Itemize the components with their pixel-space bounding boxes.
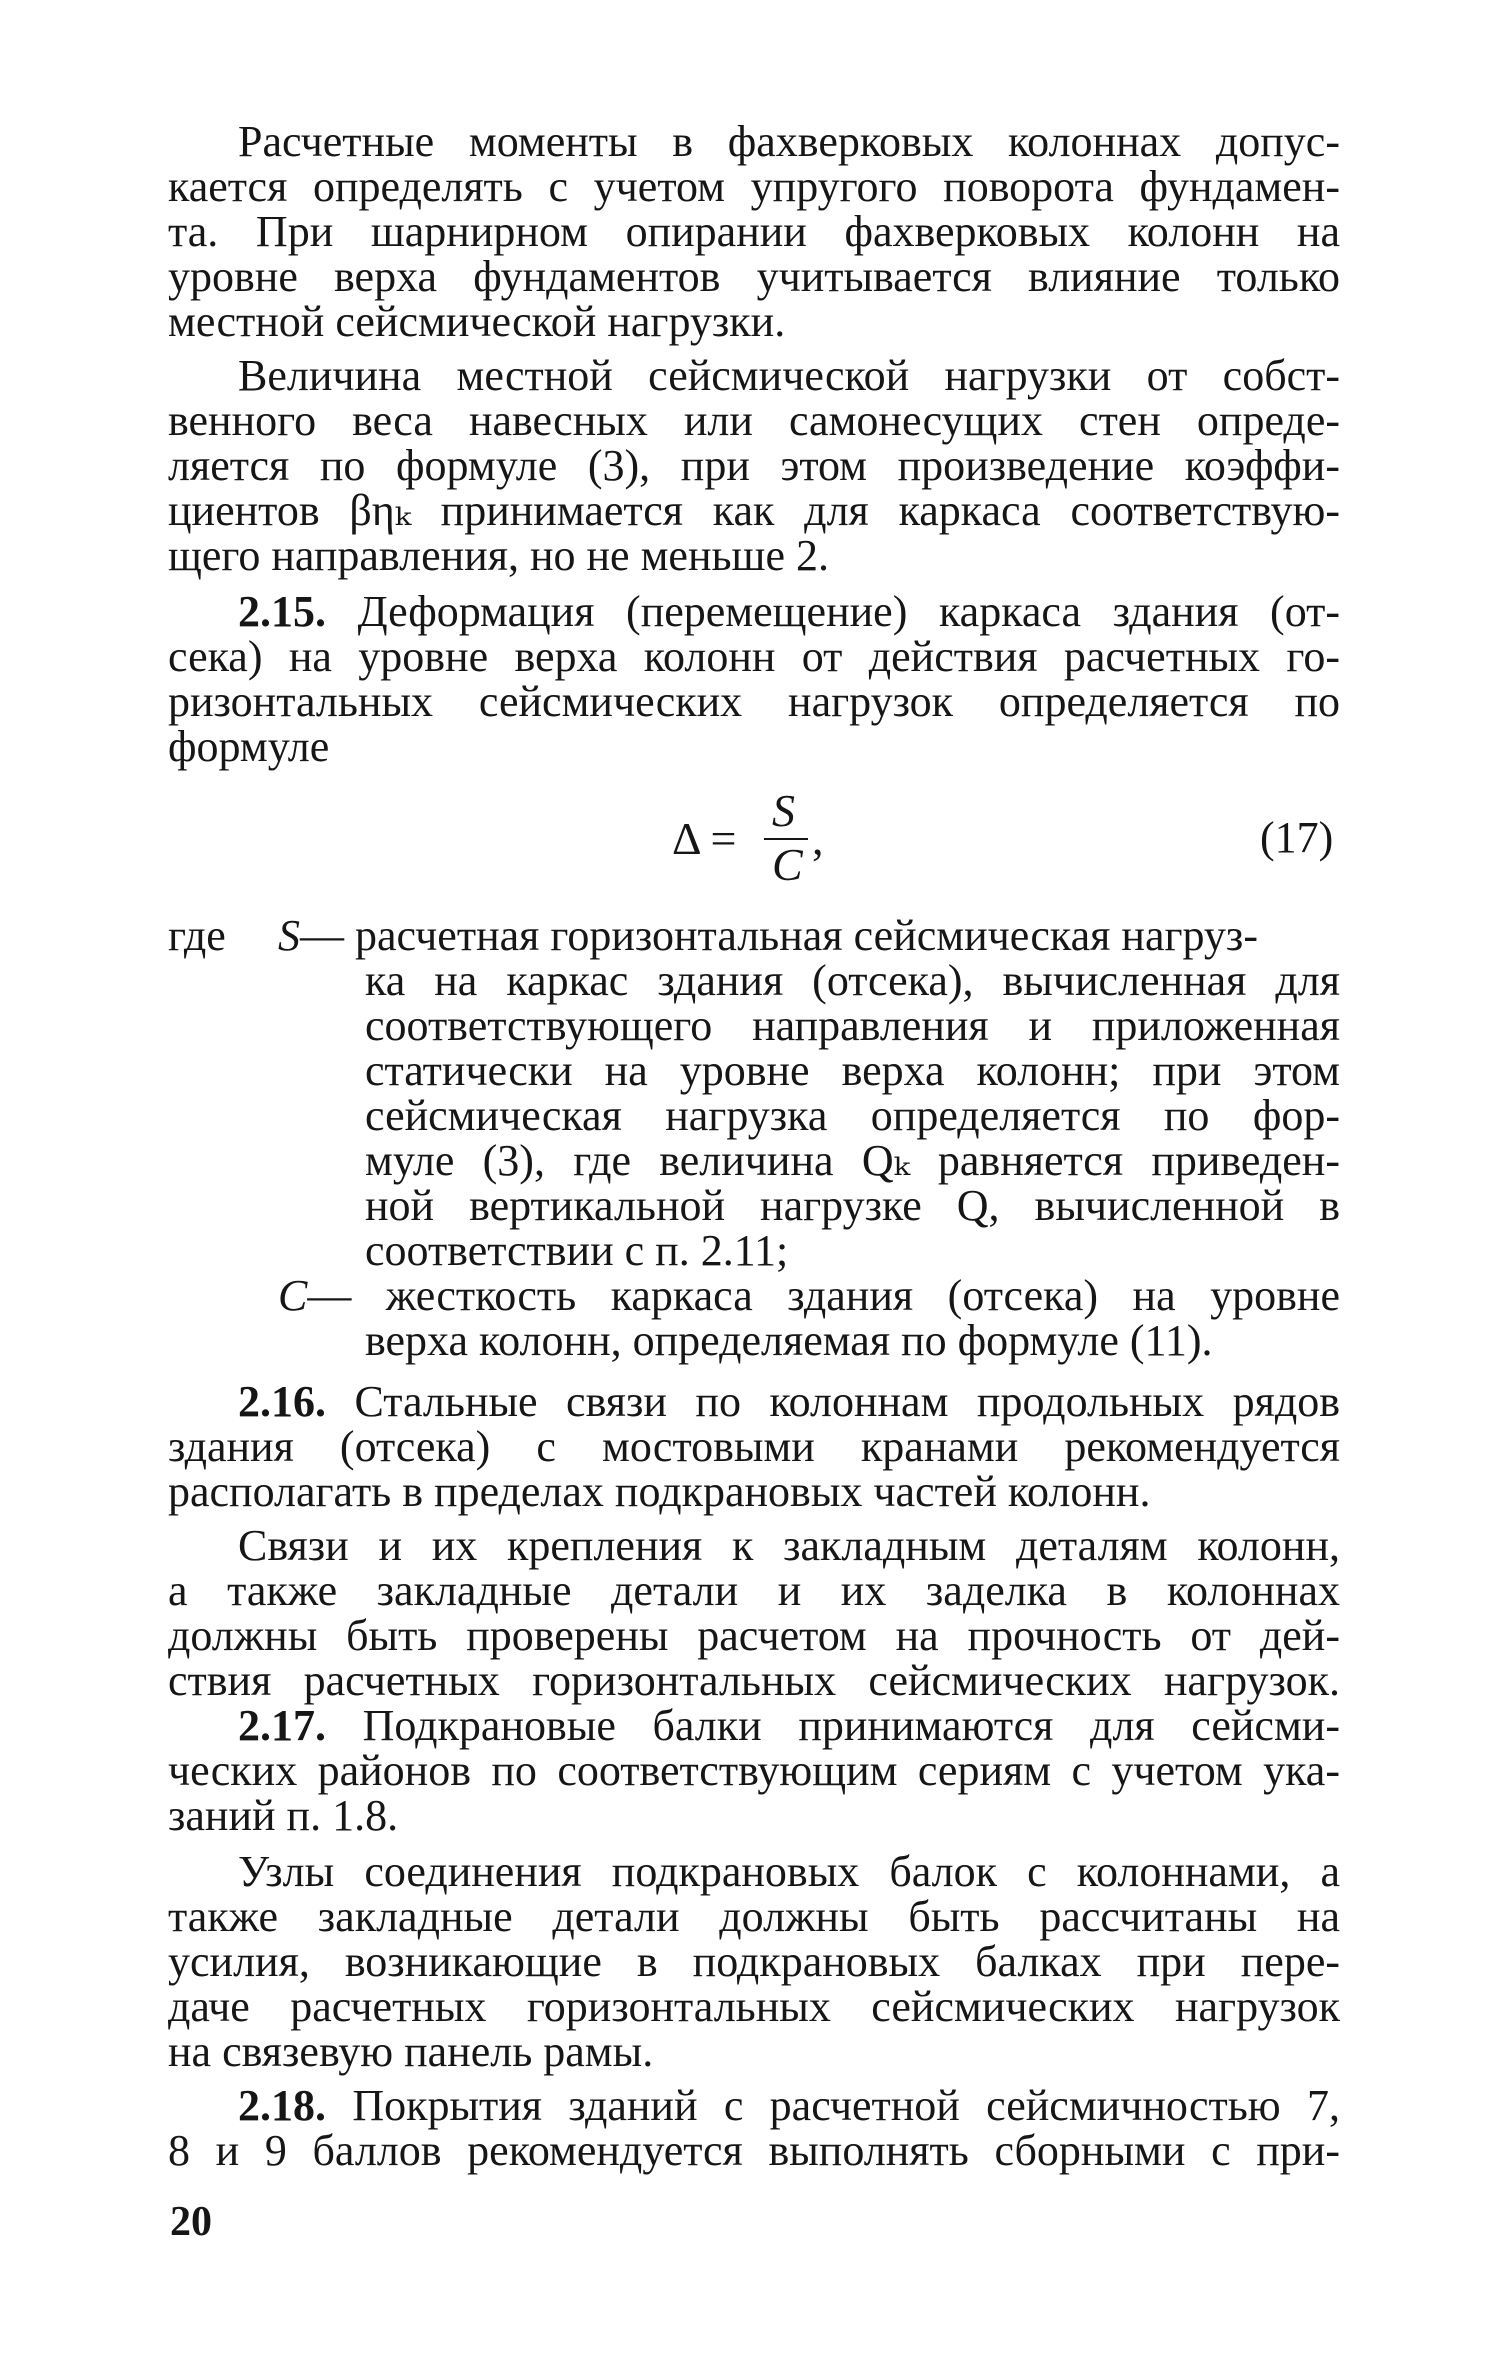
text-line: соответствии с п. 2.11;	[365, 1226, 789, 1275]
text-line: венного веса навесных или самонесущих стен опреде-	[168, 396, 1340, 445]
text-line: 8 и 9 баллов рекомендуется выполнять сборными с при-	[168, 2126, 1340, 2175]
text-line: также закладные детали должны быть рассчитаны на	[168, 1892, 1340, 1941]
formula-17	[672, 784, 852, 894]
text-line: а также закладные детали и их заделка в колоннах	[168, 1566, 1340, 1615]
text-line: местной сейсмической нагрузки.	[168, 297, 786, 346]
section-number: 2.15.	[238, 587, 326, 636]
section-2-15-first-line	[238, 588, 1340, 636]
text-line: сека) на уровне верха колонн от действия расчетных го-	[168, 632, 1340, 681]
text-line: заний п. 1.8.	[168, 1791, 399, 1840]
text-line: формуле	[168, 722, 330, 771]
formula-comma: ,	[812, 813, 824, 864]
text-span: Стальные связи по колоннам продольных рядов	[326, 1377, 1340, 1426]
text-line: Связи и их крепления к закладным деталям колонн,	[238, 1521, 1340, 1570]
symbol-c: C	[278, 1271, 308, 1320]
text-line: сейсмическая нагрузка определяется по фор-	[365, 1091, 1340, 1140]
text-line: соответствующего направления и приложенная	[365, 1001, 1340, 1050]
where-word: где	[168, 911, 226, 960]
definition-s-first-line	[168, 912, 1340, 960]
text-line: ляется по формуле (3), при этом произведение коэффи-	[168, 441, 1340, 490]
symbol-s: S	[278, 911, 300, 960]
text-line: ризонтальных сейсмических нагрузок определяется по	[168, 677, 1340, 726]
text-span: Покрытия зданий с расчетной сейсмичностью 7,	[326, 2081, 1340, 2130]
text-line: на связевую панель рамы.	[168, 2027, 654, 2076]
text-line: Узлы соединения подкрановых балок с колоннами, а	[238, 1847, 1340, 1896]
section-number: 2.16.	[238, 1377, 326, 1426]
text-line: здания (отсека) с мостовыми кранами рекомендуется	[168, 1422, 1340, 1471]
text-line: кается определять с учетом упругого поворота фундамен-	[168, 162, 1340, 211]
text-span: — жесткость каркаса здания (отсека) на уровне	[307, 1271, 1340, 1320]
text-line: даче расчетных горизонтальных сейсмических нагрузок	[168, 1982, 1340, 2031]
text-line: располагать в пределах подкрановых частей колонн.	[168, 1467, 1151, 1516]
text-line: статически на уровне верха колонн; при этом	[365, 1046, 1340, 1095]
text-line: ствия расчетных горизонтальных сейсмических нагрузок.	[168, 1656, 1340, 1705]
section-2-16-first-line	[238, 1378, 1340, 1426]
text-line: Величина местной сейсмической нагрузки от собст-	[238, 351, 1340, 400]
section-2-18-first-line	[238, 2082, 1340, 2130]
text-span: — расчетная горизонтальная сейсмическая нагруз-	[300, 911, 1258, 960]
formula-lhs: Δ =	[672, 813, 737, 864]
text-line: верха колонн, определяемая по формуле (11).	[365, 1316, 1213, 1365]
section-number: 2.17.	[238, 1701, 326, 1750]
text-line: усилия, возникающие в подкрановых балках при пере-	[168, 1937, 1340, 1986]
text-line: ческих районов по соответствующим сериям с учетом ука-	[168, 1746, 1340, 1795]
section-number: 2.18.	[238, 2081, 326, 2130]
section-2-17-first-line	[238, 1702, 1340, 1750]
equation-number: (17)	[1260, 813, 1334, 862]
text-line: должны быть проверены расчетом на прочность от дей-	[168, 1611, 1340, 1660]
text-span: Подкрановые балки принимаются для сейсми-	[326, 1701, 1340, 1750]
text-span: Деформация (перемещение) каркаса здания (от-	[326, 587, 1340, 636]
text-line: щего направления, но не меньше 2.	[168, 531, 829, 580]
text-line: циентов βηₖ принимается как для каркаса соответствую-	[168, 486, 1340, 535]
formula-denominator: C	[772, 839, 803, 890]
text-line: уровне верха фундаментов учитывается влияние только	[168, 252, 1340, 301]
text-line: муле (3), где величина Qₖ равняется приведен-	[365, 1136, 1340, 1185]
text-line: Расчетные моменты в фахверковых колоннах допус-	[238, 117, 1340, 166]
text-line: та. При шарнирном опирании фахверковых колонн на	[168, 207, 1340, 256]
formula-numerator: S	[772, 785, 795, 836]
text-line: ка на каркас здания (отсека), вычисленная для	[365, 956, 1340, 1005]
text-line: ной вертикальной нагрузке Q, вычисленной в	[365, 1181, 1340, 1230]
page-number: 20	[170, 2199, 212, 2245]
definition-c-first-line	[278, 1272, 1340, 1320]
